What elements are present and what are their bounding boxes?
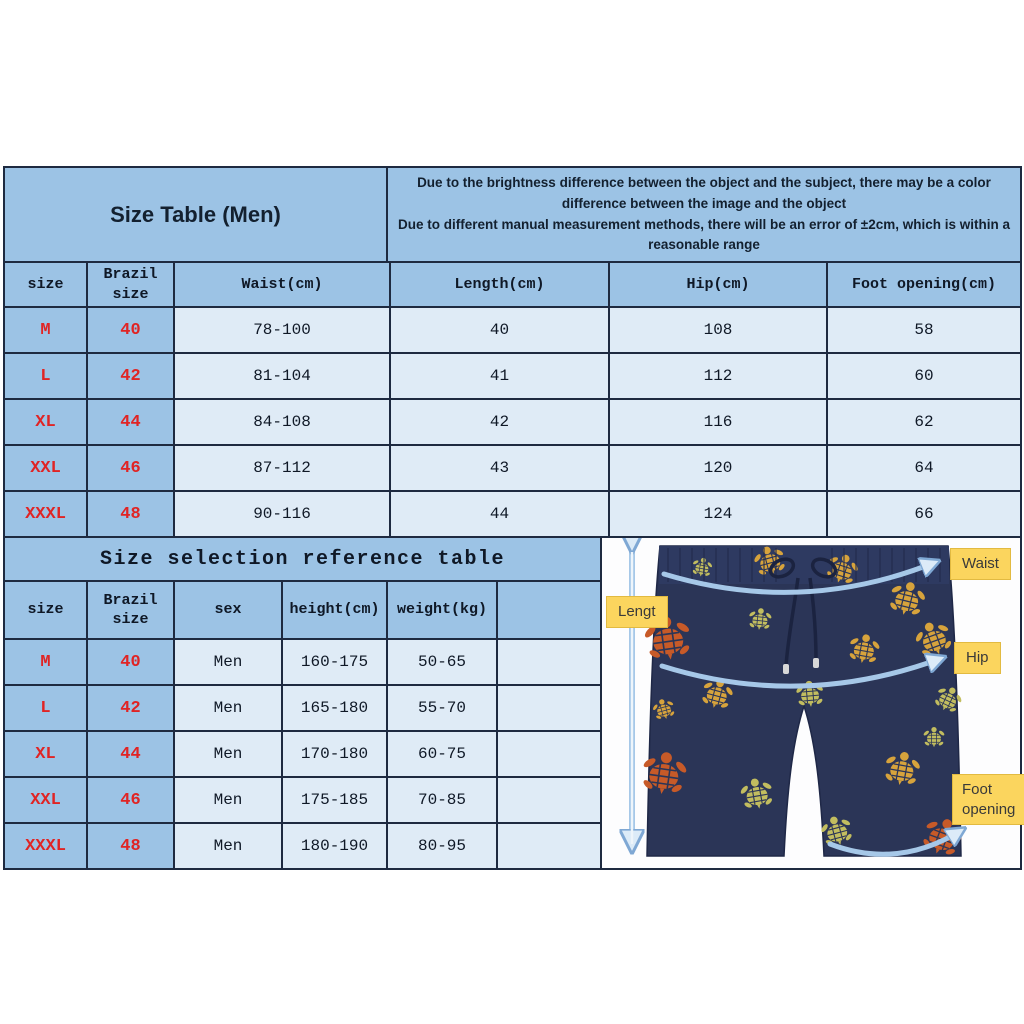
table-cell: 55-70 — [388, 686, 496, 730]
table-cell: 90-116 — [175, 492, 389, 536]
table-cell: Men — [175, 824, 281, 868]
table-cell: Men — [175, 686, 281, 730]
column-header-sex: sex — [175, 582, 281, 638]
table-cell: 50-65 — [388, 640, 496, 684]
column-header-height: height(cm) — [283, 582, 386, 638]
table-cell: XL — [5, 400, 86, 444]
column-header-size: size — [5, 582, 86, 638]
column-header-foot-opening: Foot opening(cm) — [828, 263, 1020, 306]
bottom-band — [5, 538, 1020, 868]
table-cell: XXL — [5, 446, 86, 490]
table-cell: 48 — [88, 824, 173, 868]
table-cell — [498, 824, 600, 868]
product-figure — [602, 538, 1020, 868]
table-cell: 180-190 — [283, 824, 386, 868]
table-cell: 40 — [391, 308, 608, 352]
waist-label: Waist — [950, 548, 1011, 580]
reference-table — [5, 538, 600, 868]
disclaimer — [388, 168, 1020, 261]
header-band — [5, 168, 1020, 261]
table-cell: XXXL — [5, 824, 86, 868]
column-header-size: size — [5, 263, 86, 306]
table-cell: 120 — [610, 446, 826, 490]
table-cell — [498, 640, 600, 684]
table-cell: 42 — [88, 686, 173, 730]
size-table-title: Size Table (Men) — [5, 168, 386, 261]
table-cell: 42 — [88, 354, 173, 398]
length-label: Lengt — [606, 596, 668, 628]
table-cell: 108 — [610, 308, 826, 352]
reference-table-title: Size selection reference table — [5, 538, 600, 580]
table-cell: Men — [175, 640, 281, 684]
table-cell: M — [5, 640, 86, 684]
column-header-brazil-size: Brazil size — [88, 263, 173, 306]
table-cell: 58 — [828, 308, 1020, 352]
table-cell: 44 — [391, 492, 608, 536]
table-cell: 64 — [828, 446, 1020, 490]
table-cell — [498, 686, 600, 730]
size-table — [5, 263, 1020, 536]
table-cell: 160-175 — [283, 640, 386, 684]
table-cell: 44 — [88, 400, 173, 444]
table-cell: 87-112 — [175, 446, 389, 490]
table-cell: XXL — [5, 778, 86, 822]
foot-opening-label: Foot opening — [952, 774, 1024, 825]
table-cell: 175-185 — [283, 778, 386, 822]
column-header-empty — [498, 582, 600, 638]
table-cell: 84-108 — [175, 400, 389, 444]
column-header-weight: weight(kg) — [388, 582, 496, 638]
table-cell: 48 — [88, 492, 173, 536]
table-cell: 40 — [88, 308, 173, 352]
table-cell: L — [5, 354, 86, 398]
hip-label: Hip — [954, 642, 1001, 674]
table-cell: 116 — [610, 400, 826, 444]
column-header-hip: Hip(cm) — [610, 263, 826, 306]
table-cell: 40 — [88, 640, 173, 684]
table-cell: 165-180 — [283, 686, 386, 730]
table-cell: 112 — [610, 354, 826, 398]
table-cell: 78-100 — [175, 308, 389, 352]
table-cell: 81-104 — [175, 354, 389, 398]
table-cell: 41 — [391, 354, 608, 398]
disclaimer-line-1: Due to the brightness difference between the object and the subject, there may be a color difference between the image and the object — [417, 174, 991, 211]
table-cell: 170-180 — [283, 732, 386, 776]
table-cell: Men — [175, 732, 281, 776]
column-header-length: Length(cm) — [391, 263, 608, 306]
disclaimer-line-2: Due to different manual measurement methods, there will be an error of ±2cm, which is within a reasonable range — [397, 216, 1011, 253]
table-cell — [498, 732, 600, 776]
table-cell: 70-85 — [388, 778, 496, 822]
table-cell: XXXL — [5, 492, 86, 536]
table-cell: 46 — [88, 778, 173, 822]
table-cell: 124 — [610, 492, 826, 536]
table-cell — [498, 778, 600, 822]
table-cell: 42 — [391, 400, 608, 444]
column-header-waist: Waist(cm) — [175, 263, 389, 306]
size-chart-sheet — [3, 166, 1022, 870]
table-cell: M — [5, 308, 86, 352]
table-cell: 66 — [828, 492, 1020, 536]
table-cell: Men — [175, 778, 281, 822]
table-cell: 46 — [88, 446, 173, 490]
column-header-brazil-size: Brazil size — [88, 582, 173, 638]
table-cell: 60 — [828, 354, 1020, 398]
table-cell: XL — [5, 732, 86, 776]
table-cell: 60-75 — [388, 732, 496, 776]
table-cell: 80-95 — [388, 824, 496, 868]
table-cell: 44 — [88, 732, 173, 776]
table-cell: 62 — [828, 400, 1020, 444]
table-cell: 43 — [391, 446, 608, 490]
table-cell: L — [5, 686, 86, 730]
